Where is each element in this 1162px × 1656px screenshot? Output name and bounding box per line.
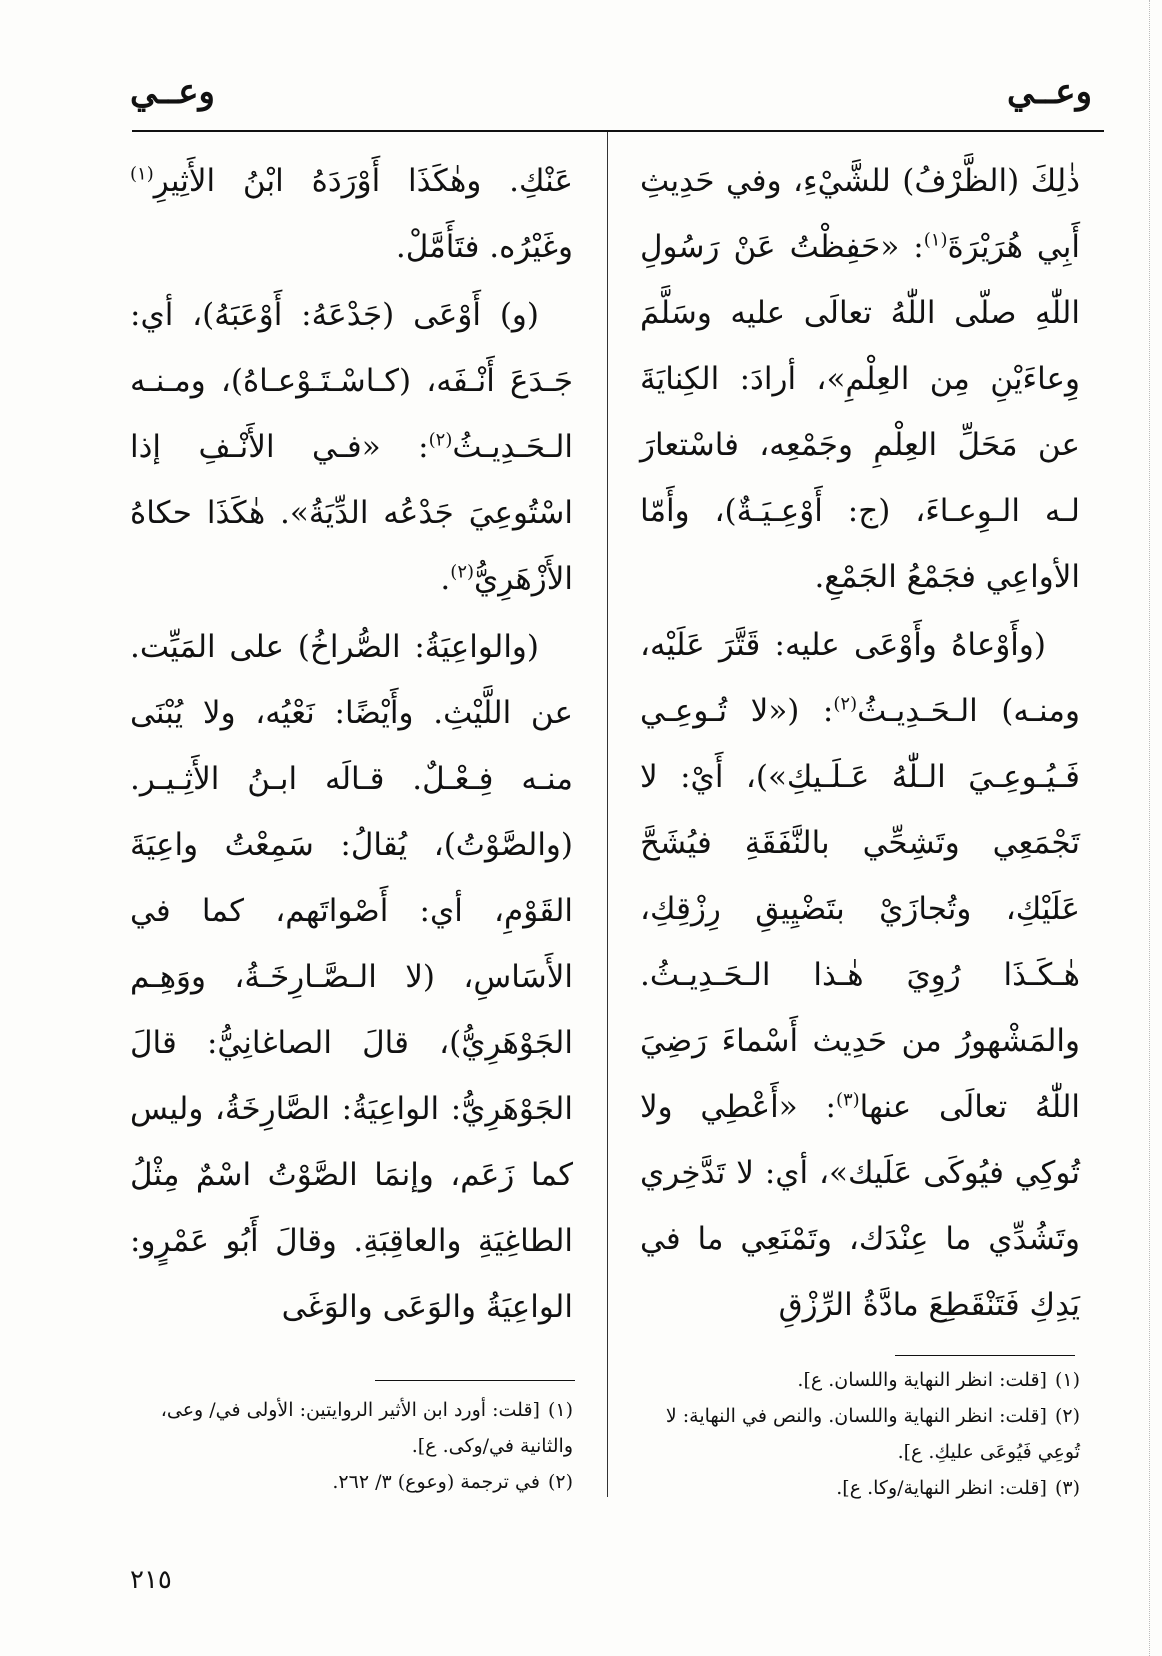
running-head-left: وعــي bbox=[130, 72, 215, 112]
footnotes-left bbox=[130, 1392, 573, 1500]
footnote-mark: (٣) bbox=[835, 1089, 860, 1111]
footnote: (٢)في ترجمة (وعوع) ٣/ ٢٦٢. bbox=[332, 1471, 573, 1493]
footnote: (١)[قلت: أورد ابن الأثير الروايتين: الأولى في/ وعى، والثانية في/وكى. ع]. bbox=[160, 1399, 573, 1457]
footnote-rule-left bbox=[375, 1380, 575, 1381]
footnote-mark: (٢) bbox=[833, 693, 858, 715]
left-column bbox=[130, 148, 573, 1342]
paragraph: (والواعِيَةُ: الصُّراخُ) على المَيِّت. عن اللَّيْثِ. وأَيْضًا: نَعْيُه، ولا يُبْنَى منـه فِـعْـلٌ. قـالَه ابـنُ الأَثِـيـر. (والصَّوْتُ)، يُقالُ: سَمِعْتُ واعِيَةَ القَوْمِ، أي: أَصْواتَهم، كما في الأَسَاسِ، (لا الـصَّـارِخَـةُ، ووَهِـم الجَوْهَرِيُّ)، قالَ الصاغانِيُّ: قالَ الجَوْهَرِيُّ: الواعِيَةُ: الصَّارِخَةُ، وليس كما زَعَم، وإنمَا الصَّوْتُ اسْمٌ مِثْلُ الطاغِيَةِ والعاقِبَةِ. وقالَ أَبُو عَمْرٍو: الواعِيَةُ والوَعَى والوَغَى bbox=[130, 629, 573, 1325]
right-column bbox=[640, 148, 1080, 1340]
footnote-rule-right bbox=[895, 1355, 1075, 1356]
footnote-mark: (١) bbox=[130, 163, 154, 185]
running-head-right: وعــي bbox=[1007, 72, 1092, 112]
column-divider bbox=[607, 132, 608, 1497]
paragraph: عَنْكِ. وهٰكَذَا أَوْرَدَهُ ابْنُ الأَثِيرِ$^{(١)}$ وغَيْرُه. فتَأَمَّلْ. bbox=[130, 163, 573, 265]
scan-edge-dots bbox=[1149, 0, 1150, 1656]
footnote-mark: (٢) bbox=[428, 429, 453, 451]
footnotes-right bbox=[640, 1362, 1080, 1506]
footnote-mark: (١) bbox=[923, 229, 948, 251]
header-rule bbox=[132, 130, 1104, 132]
footnote-mark: (٢) bbox=[450, 561, 475, 583]
paragraph: ذٰلِكَ (الظَّرْفُ) للشَّيْءِ، وفي حَدِيثِ أَبِي هُرَيْرَةَ$^{(١)}$: «حَفِظْتُ عَنْ رَسُولِ اللّٰهِ صلّى اللّٰهُ تعالَى عليه وسَلَّمَ وِعاءَيْنِ مِن العِلْمِ»، أرادَ: الكِنايَةَ عن مَحَلِّ العِلْمِ وجَمْعِه، فاسْتعارَ لـه الـوِعـاءَ، (ج: أَوْعِـيَـةٌ)، وأَمّا الأواعِي فجَمْعُ الجَمْعِ. bbox=[640, 163, 1081, 595]
footnote: (٢)[قلت: انظر النهاية واللسان. والنص في النهاية: لا تُوعِي فَيُوعَى عليكِ. ع]. bbox=[665, 1405, 1080, 1463]
page-number: ٢١٥ bbox=[130, 1565, 172, 1595]
footnote: (٣)[قلت: انظر النهاية/وكا. ع]. bbox=[836, 1477, 1080, 1499]
footnote: (١)[قلت: انظر النهاية واللسان. ع]. bbox=[797, 1369, 1080, 1391]
paragraph: (و) أَوْعَى (جَدْعَهُ: أَوْعَبَهُ)، أي: جَـدَعَ أَنْـفَه، (كـاسْـتَـوْعـاهُ)، ومـنـه الـحَـدِيـثُ$^{(٢)}$: «فـي الأَنْـفِ إذا اسْتُوعِيَ جَدْعُه الدِّيَةُ». هٰكَذَا حكاهُ الأَزْهَرِيُّ$^{(٢)}$. bbox=[130, 297, 573, 597]
paragraph: (وأَوْعاهُ وأَوْعَى عليه: قَتَّرَ عَلَيْه، ومنـه) الـحَـدِيـثُ$^{(٢)}$: («لا تُـوعِـي فَـيُـوعِـيَ الـلّٰهُ عَـلَـيكِ»)، أَيْ: لا تَجْمَعِي وتَشِحِّي بالنَّفَقَةِ فيُشَحَّ عَلَيْكِ، وتُجازَيْ بتَضْيِيقِ رِزْقِكِ، هٰـكَـذَا رُوِيَ هٰـذا الـحَـدِيـثُ. والمَشْهورُ من حَدِيث أَسْماءَ رَضِيَ اللّٰهُ تعالَى عنها$^{(٣)}$: «أَعْطِي ولا تُوكِي فيُوكَى عَلَيك»، أي: لا تَدَّخِري وتَشُدِّي ما عِنْدَك، وتَمْنَعِي ما في يَدِكِ فَتَنْقَطِعَ مادَّةُ الرِّزْقِ bbox=[640, 627, 1080, 1323]
